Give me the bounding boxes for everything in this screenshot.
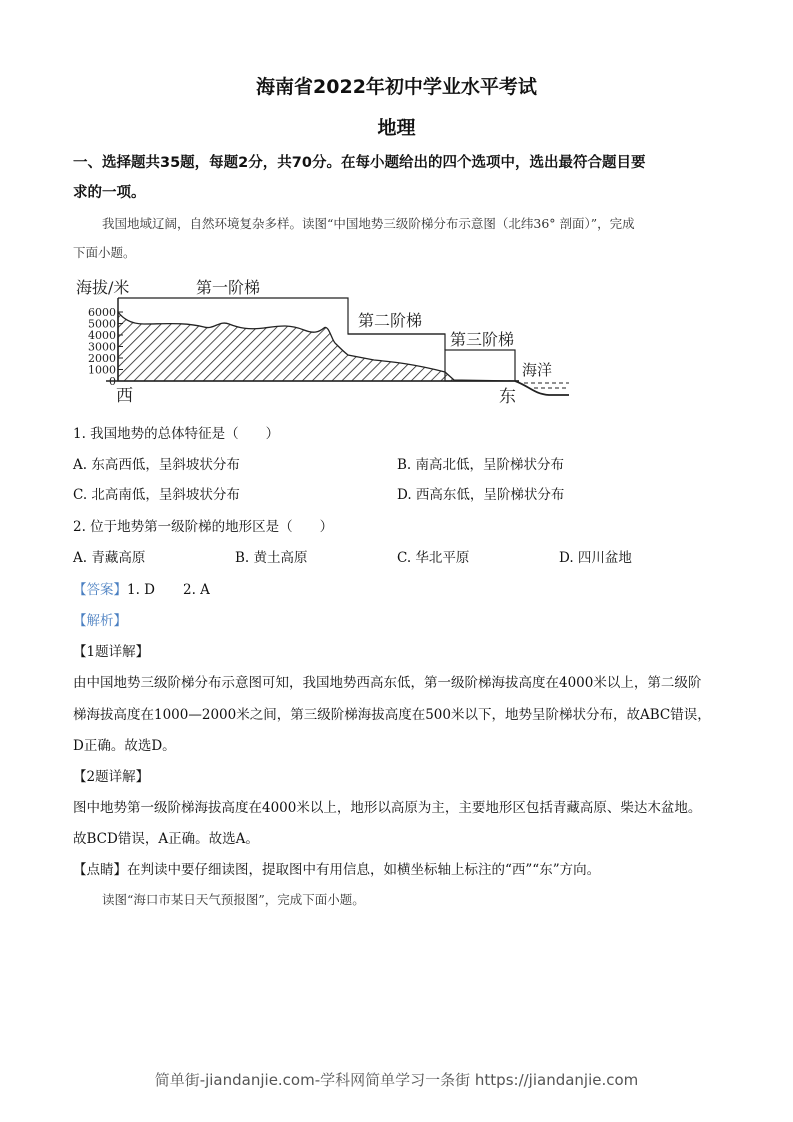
intro-line2: 下面小题。 xyxy=(73,245,136,260)
ocean-label: 海洋 xyxy=(522,361,553,379)
east-label: 东 xyxy=(499,387,516,407)
q1-option-c: C. 北高南低，呈斜坡状分布 xyxy=(73,487,240,503)
detail2-line1: 图中地势第一级阶梯海拔高度在4000米以上，地形以高原为主，主要地形区包括青藏高原、柴达木盆地。 xyxy=(73,800,702,816)
detail2-line2: 故BCD错误，A正确。故选A。 xyxy=(73,831,259,847)
analysis-label: 【解析】 xyxy=(73,613,127,629)
west-label: 西 xyxy=(116,386,133,406)
q1-option-b: B. 南高北低，呈阶梯状分布 xyxy=(397,457,565,473)
svg-text:2000: 2000 xyxy=(88,352,116,365)
detail1-line2: 梯海拔高度在1000—2000米之间，第三级阶梯海拔高度在500米以下，地势呈阶梯状分布，故ABC错误， xyxy=(73,707,711,723)
answer-row xyxy=(73,578,210,598)
q2-option-a: A. 青藏高原 xyxy=(73,550,146,566)
terrain-profile-figure xyxy=(74,272,574,407)
svg-text:5000: 5000 xyxy=(88,317,116,331)
answer-label: 【答案】 xyxy=(73,582,127,598)
svg-text:6000: 6000 xyxy=(88,306,116,319)
q1-option-d: D. 西高东低，呈阶梯状分布 xyxy=(397,487,565,503)
tip-label: 【点睛】 xyxy=(73,862,127,878)
q1-stem: 1. 我国地势的总体特征是（ ） xyxy=(73,426,280,442)
q2-stem: 2. 位于地势第一级阶梯的地形区是（ ） xyxy=(73,519,334,535)
detail1-line1: 由中国地势三级阶梯分布示意图可知，我国地势西高东低，第一级阶梯海拔高度在4000米以上，第二级阶 xyxy=(73,675,702,691)
exam-title: 海南省2022年初中学业水平考试 xyxy=(256,76,537,98)
tip-row xyxy=(73,858,600,878)
answer-1: 1. D xyxy=(127,582,155,598)
q2-option-b: B. 黄土高原 xyxy=(235,550,308,566)
section-heading-line1: 一、选择题共35题，每题2分，共70分。在每小题给出的四个选项中，选出最符合题目要 xyxy=(73,155,646,171)
section-heading-line2: 求的一项。 xyxy=(73,185,146,201)
answer-2: 2. A xyxy=(183,582,210,598)
step2-label: 第二阶梯 xyxy=(358,311,423,330)
svg-text:1000: 1000 xyxy=(88,363,116,377)
q2-option-d: D. 四川盆地 xyxy=(559,550,632,566)
intro-line1: 我国地域辽阔，自然环境复杂多样。读图“中国地势三级阶梯分布示意图（北纬36° 剖面）”，完成 xyxy=(102,216,635,231)
tip-text: 在判读中要仔细读图，提取图中有用信息，如横坐标轴上标注的“西”“东”方向。 xyxy=(127,862,601,878)
detail1-title: 【1题详解】 xyxy=(73,644,150,660)
detail2-title: 【2题详解】 xyxy=(73,769,150,785)
footer-watermark: 简单街-jiandanjie.com-学科网简单学习一条街 https://jiandanjie.com xyxy=(154,1071,639,1089)
y-axis-label: 海拔/米 xyxy=(76,278,130,297)
svg-text:0: 0 xyxy=(109,375,116,388)
step1-label: 第一阶梯 xyxy=(196,278,261,297)
next-intro: 读图“海口市某日天气预报图”，完成下面小题。 xyxy=(102,892,365,907)
step3-box xyxy=(445,350,515,381)
step3-label: 第三阶梯 xyxy=(450,330,515,349)
detail1-line3: D正确。故选D。 xyxy=(73,738,176,754)
svg-text:3000: 3000 xyxy=(88,340,116,354)
svg-text:4000: 4000 xyxy=(88,329,116,342)
q1-option-a: A. 东高西低，呈斜坡状分布 xyxy=(73,457,240,473)
q2-option-c: C. 华北平原 xyxy=(397,550,470,566)
subject-title: 地理 xyxy=(377,117,416,139)
